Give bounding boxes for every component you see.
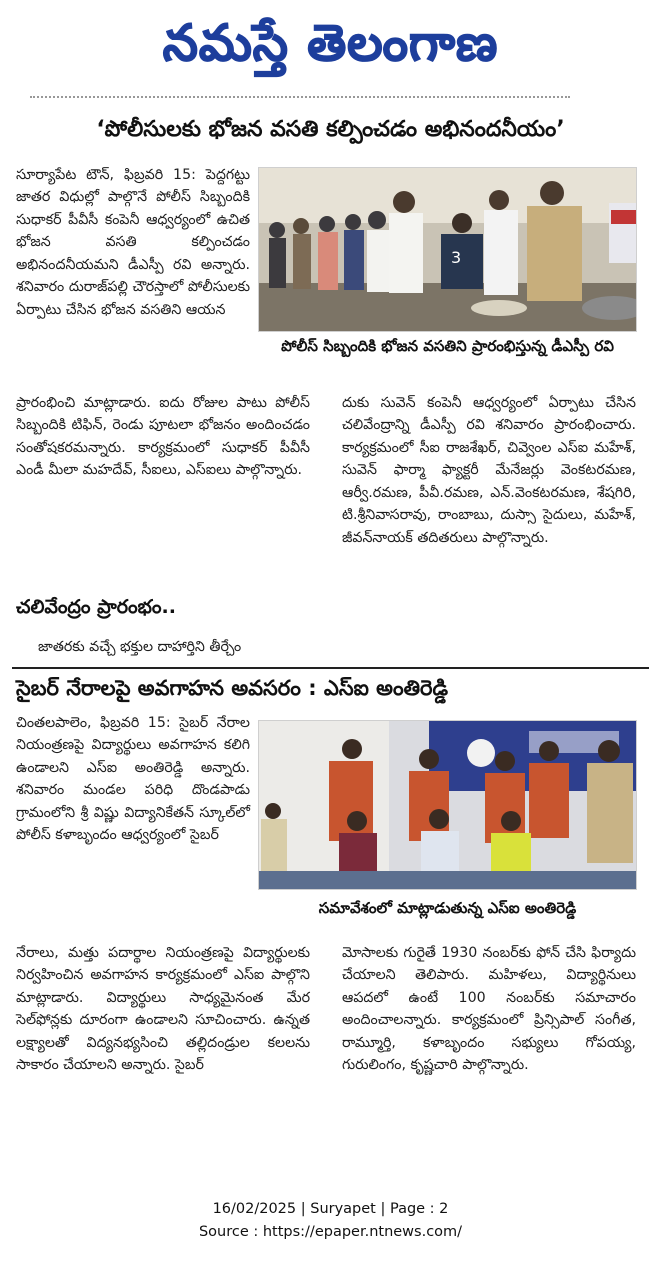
article1-col-left-bottom: ప్రారంభించి మాట్లాడారు. ఐదు రోజుల పాటు పోలీస్ సిబ్బందికి టిఫిన్, రెండు పూటలా భోజనం అందించడం సంతోషకరమన్నారు. కార్యక్రమంలో సుధాకర్ పీవీసీ ఎండీ మీలా మహదేవ్, సీఐలు, ఎస్ఐలు పాల్గొన్నారు. — [16, 395, 310, 479]
article1-col-left-top: సూర్యాపేట టౌన్, ఫిబ్రవరి 15: పెద్దగట్టు జాతర విధుల్లో పాల్గొనే పోలీస్ సిబ్బందికి సుధాకర్ పీవీసీ కంపెనీ ఆధ్వర్యంలో ఉచిత భోజన వసతి కల్పించడం అభినందనీయమని డీఎస్పీ రవి అన్నారు. శనివారం దురాజ్‌పల్లి చౌరస్తాలో పోలీసులకు ఏర్పాటు చేసిన భోజన వసతిని ఆయన — [16, 167, 250, 318]
section-divider — [12, 667, 649, 669]
article1-photo — [258, 167, 637, 332]
footer-date-line: 16/02/2025 | Suryapet | Page : 2 — [212, 1201, 449, 1217]
article1-col-right: దుకు సువెన్ కంపెనీ ఆధ్వర్యంలో ఏర్పాటు చేసిన చలివేంద్రాన్ని డీఎస్పీ రవి శనివారం ప్రారంభించారు. కార్యక్రమంలో సీఐ రాజశేఖర్, చివ్వెంల ఎస్ఐ మహేశ్, సువెన్ ఫార్మా ఫ్యాక్టరీ మేనేజర్లు వెంకటరమణ, ఆర్వీ.రమణ, పీవీ.రమణ, ఎన్.వెంకటరమణ, శేషగిరి, టి.శ్రీనివాసరావు, రాంబాబు, దుస్సా సైదులు, మహేశ్, జీవన్‌నాయక్ తదితరులు పాల్గొన్నారు. — [342, 395, 636, 546]
footer-source-line: Source : https://epaper.ntnews.com/ — [198, 1224, 463, 1240]
clipped-text-remnant — [30, 96, 570, 104]
article1-subhead: చలివేంద్రం ప్రారంభం.. — [16, 596, 176, 618]
article1-col-left-sub: జాతరకు వచ్చే భక్తుల దాహార్తిని తీర్చేం — [38, 639, 242, 655]
article1-photo-caption: పోలీస్ సిబ్బందికి భోజన వసతిని ప్రారంభిస్తున్న డీఎస్పీ రవి — [281, 337, 614, 355]
article1-headline: ‘పోలీసులకు భోజన వసతి కల్పించడం అభినందనీయం’ — [96, 117, 565, 142]
svg-text:3: 3 — [451, 248, 462, 267]
police-food-serving-image — [259, 168, 637, 332]
school-awareness-event-image — [259, 721, 637, 890]
masthead — [0, 0, 661, 92]
article2-photo — [258, 720, 637, 890]
article2-col-left-bottom: నేరాలు, మత్తు పదార్థాల నియంత్రణపై విద్యార్థులకు నిర్వహించిన అవగాహన కార్యక్రమంలో ఎస్ఐ పాల్గొని మాట్లాడారు. విద్యార్థులు సాధ్యమైనంత మేర సెల్‌ఫోన్లకు దూరంగా ఉండాలని సూచించారు. ఉన్నత లక్ష్యాలతో విద్యనభ్యసించి తల్లిదండ్రుల కలలను సాకారం చేయాలని అన్నారు. సైబర్ — [16, 945, 310, 1074]
article2-col-left-top: చింతలపాలెం, ఫిబ్రవరి 15: సైబర్ నేరాల నియంత్రణపై విద్యార్థులు అవగాహన కలిగి ఉండాలని ఎస్ఐ అంతిరెడ్డి అన్నారు. శనివారం మండల పరిధి దొండపాడు గ్రామంలోని శ్రీ విష్ణు విద్యానికేతన్ స్కూల్‌లో పోలీస్ కళాబృందం ఆధ్వర్యంలో సైబర్ — [16, 715, 250, 844]
article2-col-right: మోసాలకు గురైతే 1930 నంబర్‌కు ఫోన్ చేసి ఫిర్యాదు చేయాలని తెలిపారు. మహిళలు, విద్యార్థినులు ఆపదలో ఉంటే 100 నంబర్‌కు సమాచారం అందించాలన్నారు. కార్యక్రమంలో ప్రిన్సిపాల్ సంగీత, రామ్మూర్తి, కళాబృందం సభ్యులు గోపయ్య, గురులింగం, కృష్ణచారి పాల్గొన్నారు. — [342, 945, 636, 1074]
article2-photo-caption: సమావేశంలో మాట్లాడుతున్న ఎస్ఐ అంతిరెడ్డి — [318, 899, 577, 917]
article2-headline: సైబర్ నేరాలపై అవగాహన అవసరం : ఎస్ఐ అంతిరెడ్డి — [16, 676, 449, 700]
newspaper-title: నమస్తే తెలంగాణ — [162, 13, 499, 72]
